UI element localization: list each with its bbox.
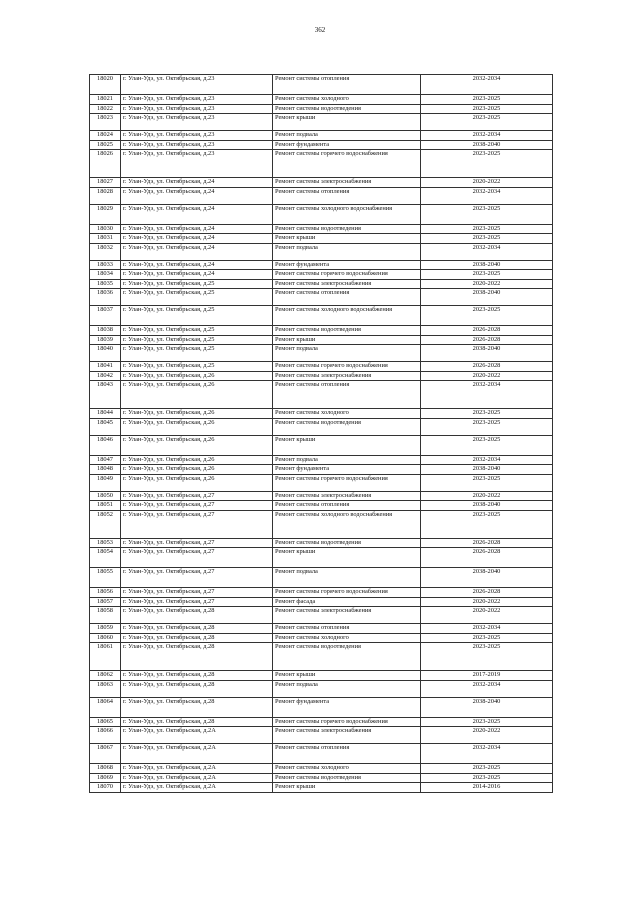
row-number: 18055 bbox=[90, 568, 121, 588]
row-period: 2038-2040 bbox=[421, 289, 553, 306]
row-period: 2023-2025 bbox=[421, 234, 553, 244]
row-period: 2020-2022 bbox=[421, 727, 553, 744]
row-work-type: Ремонт системы водоотведения bbox=[273, 418, 421, 435]
row-work-type: Ремонт системы электроснабжения bbox=[273, 279, 421, 289]
table-row bbox=[90, 465, 553, 475]
row-address: г. Улан-Удэ, ул. Октябрьская, д.27 bbox=[121, 538, 273, 548]
row-work-type: Ремонт системы горячего водоснабжения bbox=[273, 474, 421, 491]
row-period: 2026-2028 bbox=[421, 548, 553, 568]
row-address: г. Улан-Удэ, ул. Октябрьская, д.24 bbox=[121, 270, 273, 280]
row-number: 18067 bbox=[90, 744, 121, 764]
row-number: 18070 bbox=[90, 783, 121, 793]
table-row bbox=[90, 224, 553, 234]
row-number: 18022 bbox=[90, 104, 121, 114]
table-row bbox=[90, 362, 553, 372]
row-work-type: Ремонт системы горячего водоснабжения bbox=[273, 717, 421, 727]
row-work-type: Ремонт фундамента bbox=[273, 465, 421, 475]
table-row bbox=[90, 491, 553, 501]
row-period: 2023-2025 bbox=[421, 633, 553, 643]
row-address: г. Улан-Удэ, ул. Октябрьская, д.28 bbox=[121, 680, 273, 697]
row-period: 2032-2034 bbox=[421, 381, 553, 409]
row-number: 18065 bbox=[90, 717, 121, 727]
table-row bbox=[90, 150, 553, 178]
table-row bbox=[90, 455, 553, 465]
row-work-type: Ремонт системы электроснабжения bbox=[273, 491, 421, 501]
row-work-type: Ремонт системы холодного водоснабжения bbox=[273, 306, 421, 326]
row-address: г. Улан-Удэ, ул. Октябрьская, д.28 bbox=[121, 671, 273, 681]
table-row bbox=[90, 306, 553, 326]
row-work-type: Ремонт фасада bbox=[273, 597, 421, 607]
row-period: 2038-2040 bbox=[421, 260, 553, 270]
row-number: 18027 bbox=[90, 178, 121, 188]
row-period: 2032-2034 bbox=[421, 744, 553, 764]
row-work-type: Ремонт системы горячего водоснабжения bbox=[273, 150, 421, 178]
row-number: 18045 bbox=[90, 418, 121, 435]
row-number: 18069 bbox=[90, 773, 121, 783]
table-row bbox=[90, 773, 553, 783]
row-address: г. Улан-Удэ, ул. Октябрьская, д.24 bbox=[121, 204, 273, 224]
row-number: 18039 bbox=[90, 335, 121, 345]
table-row bbox=[90, 501, 553, 511]
row-number: 18033 bbox=[90, 260, 121, 270]
row-work-type: Ремонт системы электроснабжения bbox=[273, 727, 421, 744]
row-address: г. Улан-Удэ, ул. Октябрьская, д.25 bbox=[121, 326, 273, 336]
row-number: 18037 bbox=[90, 306, 121, 326]
row-period: 2032-2034 bbox=[421, 680, 553, 697]
row-work-type: Ремонт крыши bbox=[273, 435, 421, 455]
table-row bbox=[90, 744, 553, 764]
row-work-type: Ремонт системы водоотведения bbox=[273, 538, 421, 548]
row-work-type: Ремонт подвала bbox=[273, 131, 421, 141]
table-row bbox=[90, 75, 553, 95]
table-row bbox=[90, 326, 553, 336]
row-number: 18048 bbox=[90, 465, 121, 475]
row-address: г. Улан-Удэ, ул. Октябрьская, д.24 bbox=[121, 243, 273, 260]
row-address: г. Улан-Удэ, ул. Октябрьская, д.27 bbox=[121, 588, 273, 598]
row-period: 2023-2025 bbox=[421, 474, 553, 491]
row-number: 18066 bbox=[90, 727, 121, 744]
row-work-type: Ремонт подвала bbox=[273, 455, 421, 465]
row-number: 18031 bbox=[90, 234, 121, 244]
row-address: г. Улан-Удэ, ул. Октябрьская, д.24 bbox=[121, 187, 273, 204]
table-row bbox=[90, 633, 553, 643]
row-number: 18036 bbox=[90, 289, 121, 306]
table-row bbox=[90, 538, 553, 548]
row-period: 2023-2025 bbox=[421, 114, 553, 131]
table-row bbox=[90, 418, 553, 435]
row-address: г. Улан-Удэ, ул. Октябрьская, д.27 bbox=[121, 568, 273, 588]
row-number: 18047 bbox=[90, 455, 121, 465]
row-period: 2032-2034 bbox=[421, 187, 553, 204]
row-work-type: Ремонт системы горячего водоснабжения bbox=[273, 270, 421, 280]
row-address: г. Улан-Удэ, ул. Октябрьская, д.28 bbox=[121, 643, 273, 671]
table-row bbox=[90, 435, 553, 455]
row-address: г. Улан-Удэ, ул. Октябрьская, д.2А bbox=[121, 727, 273, 744]
row-address: г. Улан-Удэ, ул. Октябрьская, д.25 bbox=[121, 279, 273, 289]
row-number: 18023 bbox=[90, 114, 121, 131]
row-address: г. Улан-Удэ, ул. Октябрьская, д.28 bbox=[121, 633, 273, 643]
row-number: 18046 bbox=[90, 435, 121, 455]
row-address: г. Улан-Удэ, ул. Октябрьская, д.28 bbox=[121, 624, 273, 634]
row-period: 2020-2022 bbox=[421, 279, 553, 289]
table-row bbox=[90, 680, 553, 697]
table-row bbox=[90, 204, 553, 224]
row-number: 18052 bbox=[90, 510, 121, 538]
row-work-type: Ремонт системы отопления bbox=[273, 187, 421, 204]
row-work-type: Ремонт крыши bbox=[273, 114, 421, 131]
row-address: г. Улан-Удэ, ул. Октябрьская, д.25 bbox=[121, 345, 273, 362]
row-period: 2026-2028 bbox=[421, 588, 553, 598]
row-address: г. Улан-Удэ, ул. Октябрьская, д.26 bbox=[121, 474, 273, 491]
row-address: г. Улан-Удэ, ул. Октябрьская, д.2А bbox=[121, 773, 273, 783]
row-address: г. Улан-Удэ, ул. Октябрьская, д.24 bbox=[121, 224, 273, 234]
row-period: 2023-2025 bbox=[421, 95, 553, 105]
row-number: 18051 bbox=[90, 501, 121, 511]
table-row bbox=[90, 474, 553, 491]
table-row bbox=[90, 243, 553, 260]
row-work-type: Ремонт системы холодного bbox=[273, 764, 421, 774]
row-address: г. Улан-Удэ, ул. Октябрьская, д.24 bbox=[121, 178, 273, 188]
table-row bbox=[90, 131, 553, 141]
row-period: 2032-2034 bbox=[421, 131, 553, 141]
row-address: г. Улан-Удэ, ул. Октябрьская, д.26 bbox=[121, 381, 273, 409]
table-row bbox=[90, 697, 553, 717]
row-work-type: Ремонт подвала bbox=[273, 568, 421, 588]
table-row bbox=[90, 568, 553, 588]
row-period: 2020-2022 bbox=[421, 178, 553, 188]
row-number: 18032 bbox=[90, 243, 121, 260]
row-number: 18057 bbox=[90, 597, 121, 607]
row-number: 18040 bbox=[90, 345, 121, 362]
row-work-type: Ремонт системы горячего водоснабжения bbox=[273, 588, 421, 598]
table-row bbox=[90, 140, 553, 150]
row-period: 2023-2025 bbox=[421, 717, 553, 727]
row-work-type: Ремонт системы холодного водоснабжения bbox=[273, 204, 421, 224]
row-address: г. Улан-Удэ, ул. Октябрьская, д.26 bbox=[121, 371, 273, 381]
row-work-type: Ремонт системы водоотведения bbox=[273, 104, 421, 114]
row-address: г. Улан-Удэ, ул. Октябрьская, д.28 bbox=[121, 717, 273, 727]
table-row bbox=[90, 234, 553, 244]
row-address: г. Улан-Удэ, ул. Октябрьская, д.23 bbox=[121, 150, 273, 178]
row-address: г. Улан-Удэ, ул. Октябрьская, д.28 bbox=[121, 607, 273, 624]
row-work-type: Ремонт системы отопления bbox=[273, 624, 421, 634]
row-work-type: Ремонт системы холодного bbox=[273, 633, 421, 643]
row-number: 18035 bbox=[90, 279, 121, 289]
row-address: г. Улан-Удэ, ул. Октябрьская, д.27 bbox=[121, 510, 273, 538]
row-work-type: Ремонт системы отопления bbox=[273, 744, 421, 764]
row-work-type: Ремонт фундамента bbox=[273, 140, 421, 150]
row-work-type: Ремонт подвала bbox=[273, 680, 421, 697]
row-work-type: Ремонт системы водоотведения bbox=[273, 643, 421, 671]
row-address: г. Улан-Удэ, ул. Октябрьская, д.23 bbox=[121, 95, 273, 105]
row-address: г. Улан-Удэ, ул. Октябрьская, д.27 bbox=[121, 491, 273, 501]
row-number: 18059 bbox=[90, 624, 121, 634]
row-work-type: Ремонт фундамента bbox=[273, 697, 421, 717]
row-number: 18028 bbox=[90, 187, 121, 204]
row-number: 18041 bbox=[90, 362, 121, 372]
row-address: г. Улан-Удэ, ул. Октябрьская, д.26 bbox=[121, 409, 273, 419]
row-address: г. Улан-Удэ, ул. Октябрьская, д.23 bbox=[121, 104, 273, 114]
row-number: 18038 bbox=[90, 326, 121, 336]
row-number: 18064 bbox=[90, 697, 121, 717]
row-number: 18062 bbox=[90, 671, 121, 681]
row-work-type: Ремонт крыши bbox=[273, 548, 421, 568]
row-work-type: Ремонт крыши bbox=[273, 783, 421, 793]
row-address: г. Улан-Удэ, ул. Октябрьская, д.25 bbox=[121, 306, 273, 326]
row-period: 2032-2034 bbox=[421, 624, 553, 634]
row-period: 2038-2040 bbox=[421, 568, 553, 588]
row-period: 2020-2022 bbox=[421, 371, 553, 381]
table-row bbox=[90, 335, 553, 345]
row-period: 2026-2028 bbox=[421, 335, 553, 345]
row-period: 2023-2025 bbox=[421, 643, 553, 671]
row-period: 2020-2022 bbox=[421, 597, 553, 607]
row-number: 18020 bbox=[90, 75, 121, 95]
table-row bbox=[90, 717, 553, 727]
row-work-type: Ремонт системы водоотведения bbox=[273, 773, 421, 783]
row-number: 18030 bbox=[90, 224, 121, 234]
row-number: 18043 bbox=[90, 381, 121, 409]
row-period: 2020-2022 bbox=[421, 607, 553, 624]
row-address: г. Улан-Удэ, ул. Октябрьская, д.25 bbox=[121, 362, 273, 372]
row-address: г. Улан-Удэ, ул. Октябрьская, д.2А bbox=[121, 744, 273, 764]
row-period: 2026-2028 bbox=[421, 326, 553, 336]
row-number: 18049 bbox=[90, 474, 121, 491]
table-row bbox=[90, 727, 553, 744]
row-period: 2023-2025 bbox=[421, 764, 553, 774]
row-number: 18054 bbox=[90, 548, 121, 568]
row-address: г. Улан-Удэ, ул. Октябрьская, д.25 bbox=[121, 335, 273, 345]
row-number: 18061 bbox=[90, 643, 121, 671]
row-period: 2038-2040 bbox=[421, 465, 553, 475]
row-period: 2026-2028 bbox=[421, 538, 553, 548]
table-row bbox=[90, 95, 553, 105]
row-period: 2023-2025 bbox=[421, 104, 553, 114]
row-address: г. Улан-Удэ, ул. Октябрьская, д.28 bbox=[121, 697, 273, 717]
row-work-type: Ремонт подвала bbox=[273, 243, 421, 260]
row-work-type: Ремонт подвала bbox=[273, 345, 421, 362]
row-address: г. Улан-Удэ, ул. Октябрьская, д.26 bbox=[121, 435, 273, 455]
table-row bbox=[90, 764, 553, 774]
row-work-type: Ремонт системы холодного водоснабжения bbox=[273, 510, 421, 538]
row-period: 2023-2025 bbox=[421, 773, 553, 783]
row-work-type: Ремонт системы холодного bbox=[273, 409, 421, 419]
row-number: 18021 bbox=[90, 95, 121, 105]
row-period: 2023-2025 bbox=[421, 306, 553, 326]
row-work-type: Ремонт системы отопления bbox=[273, 381, 421, 409]
row-work-type: Ремонт крыши bbox=[273, 234, 421, 244]
row-address: г. Улан-Удэ, ул. Октябрьская, д.26 bbox=[121, 455, 273, 465]
row-work-type: Ремонт крыши bbox=[273, 335, 421, 345]
row-address: г. Улан-Удэ, ул. Октябрьская, д.2А bbox=[121, 764, 273, 774]
row-work-type: Ремонт системы водоотведения bbox=[273, 326, 421, 336]
row-number: 18060 bbox=[90, 633, 121, 643]
row-period: 2038-2040 bbox=[421, 501, 553, 511]
row-address: г. Улан-Удэ, ул. Октябрьская, д.23 bbox=[121, 131, 273, 141]
row-address: г. Улан-Удэ, ул. Октябрьская, д.23 bbox=[121, 75, 273, 95]
table-row bbox=[90, 178, 553, 188]
row-period: 2023-2025 bbox=[421, 224, 553, 234]
row-number: 18025 bbox=[90, 140, 121, 150]
row-period: 2014-2016 bbox=[421, 783, 553, 793]
row-work-type: Ремонт системы холодного bbox=[273, 95, 421, 105]
table-row bbox=[90, 783, 553, 793]
row-period: 2038-2040 bbox=[421, 345, 553, 362]
row-number: 18056 bbox=[90, 588, 121, 598]
row-address: г. Улан-Удэ, ул. Октябрьская, д.25 bbox=[121, 289, 273, 306]
row-period: 2023-2025 bbox=[421, 150, 553, 178]
table-row bbox=[90, 104, 553, 114]
row-period: 2023-2025 bbox=[421, 409, 553, 419]
row-period: 2023-2025 bbox=[421, 435, 553, 455]
row-number: 18024 bbox=[90, 131, 121, 141]
row-number: 18050 bbox=[90, 491, 121, 501]
table-row bbox=[90, 279, 553, 289]
table-row bbox=[90, 588, 553, 598]
table-row bbox=[90, 381, 553, 409]
row-address: г. Улан-Удэ, ул. Октябрьская, д.24 bbox=[121, 260, 273, 270]
table-row bbox=[90, 114, 553, 131]
row-number: 18068 bbox=[90, 764, 121, 774]
row-work-type: Ремонт системы водоотведения bbox=[273, 224, 421, 234]
row-address: г. Улан-Удэ, ул. Октябрьская, д.23 bbox=[121, 114, 273, 131]
row-work-type: Ремонт системы отопления bbox=[273, 75, 421, 95]
row-work-type: Ремонт системы горячего водоснабжения bbox=[273, 362, 421, 372]
row-address: г. Улан-Удэ, ул. Октябрьская, д.26 bbox=[121, 465, 273, 475]
row-period: 2026-2028 bbox=[421, 362, 553, 372]
row-work-type: Ремонт системы электроснабжения bbox=[273, 371, 421, 381]
row-work-type: Ремонт системы отопления bbox=[273, 289, 421, 306]
row-number: 18029 bbox=[90, 204, 121, 224]
row-address: г. Улан-Удэ, ул. Октябрьская, д.27 bbox=[121, 548, 273, 568]
row-period: 2017-2019 bbox=[421, 671, 553, 681]
table-row bbox=[90, 260, 553, 270]
table-body bbox=[90, 75, 553, 793]
table-row bbox=[90, 345, 553, 362]
row-address: г. Улан-Удэ, ул. Октябрьская, д.2А bbox=[121, 783, 273, 793]
capital-repair-table bbox=[89, 74, 553, 793]
row-work-type: Ремонт системы электроснабжения bbox=[273, 607, 421, 624]
row-period: 2023-2025 bbox=[421, 418, 553, 435]
row-period: 2032-2034 bbox=[421, 75, 553, 95]
table-row bbox=[90, 624, 553, 634]
row-address: г. Улан-Удэ, ул. Октябрьская, д.26 bbox=[121, 418, 273, 435]
row-number: 18044 bbox=[90, 409, 121, 419]
row-period: 2032-2034 bbox=[421, 243, 553, 260]
table-row bbox=[90, 409, 553, 419]
row-work-type: Ремонт крыши bbox=[273, 671, 421, 681]
row-period: 2038-2040 bbox=[421, 697, 553, 717]
table-row bbox=[90, 597, 553, 607]
row-period: 2023-2025 bbox=[421, 510, 553, 538]
row-period: 2023-2025 bbox=[421, 204, 553, 224]
table-row bbox=[90, 548, 553, 568]
table-row bbox=[90, 371, 553, 381]
page-number: 362 bbox=[314, 26, 326, 34]
row-work-type: Ремонт системы отопления bbox=[273, 501, 421, 511]
table-row bbox=[90, 607, 553, 624]
table-row bbox=[90, 270, 553, 280]
row-period: 2020-2022 bbox=[421, 491, 553, 501]
table-row bbox=[90, 510, 553, 538]
table-row bbox=[90, 187, 553, 204]
table-row bbox=[90, 671, 553, 681]
row-number: 18042 bbox=[90, 371, 121, 381]
row-number: 18058 bbox=[90, 607, 121, 624]
row-number: 18053 bbox=[90, 538, 121, 548]
row-work-type: Ремонт фундамента bbox=[273, 260, 421, 270]
row-address: г. Улан-Удэ, ул. Октябрьская, д.23 bbox=[121, 140, 273, 150]
row-work-type: Ремонт системы электроснабжения bbox=[273, 178, 421, 188]
row-address: г. Улан-Удэ, ул. Октябрьская, д.27 bbox=[121, 597, 273, 607]
table-row bbox=[90, 289, 553, 306]
row-period: 2023-2025 bbox=[421, 270, 553, 280]
table-row bbox=[90, 643, 553, 671]
row-number: 18034 bbox=[90, 270, 121, 280]
row-address: г. Улан-Удэ, ул. Октябрьская, д.27 bbox=[121, 501, 273, 511]
row-address: г. Улан-Удэ, ул. Октябрьская, д.24 bbox=[121, 234, 273, 244]
row-number: 18063 bbox=[90, 680, 121, 697]
row-number: 18026 bbox=[90, 150, 121, 178]
row-period: 2032-2034 bbox=[421, 455, 553, 465]
row-period: 2038-2040 bbox=[421, 140, 553, 150]
